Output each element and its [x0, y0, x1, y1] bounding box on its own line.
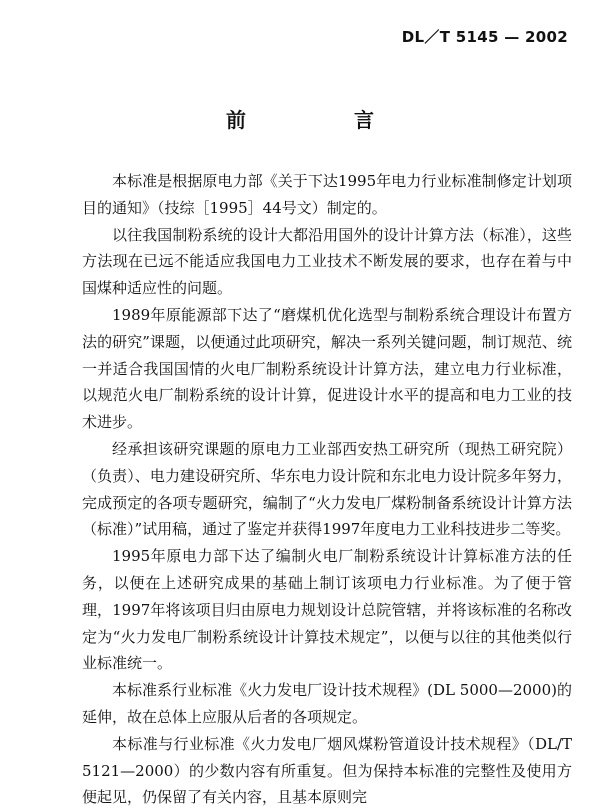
- paragraph-4: 经承担该研究课题的原电力工业部西安热工研究所（现热工研究院）（负责）、电力建设研究所、华东电力设计院和东北电力设计院多年努力，完成预定的各项专题研究，编制了“火力发电厂煤粉制备系统设计计算方法（标准）”试用稿，通过了鉴定并获得1997年度电力工业科技进步二等奖。: [82, 439, 572, 539]
- page-title: 前 言: [226, 108, 418, 132]
- paragraph-1: 本标准是根据原电力部《关于下达1995年电力行业标准制修定计划项目的通知》（技综［1995］44号文）制定的。: [82, 172, 572, 217]
- paragraph-7: 本标准与行业标准《火力发电厂烟风煤粉管道设计技术规程》（DL/T 5121—2000）的少数内容有所重复。但为保持本标准的完整性及使用方便起见，仍保留了有关内容，且基本原则完: [82, 734, 572, 807]
- paragraph-6: 本标准系行业标准《火力发电厂设计技术规程》(DL 5000—2000)的延伸，故在总体上应服从后者的各项规定。: [82, 681, 572, 726]
- paragraph-5: 1995年原电力部下达了编制火电厂制粉系统设计计算标准方法的任务，以便在上述研究成果的基础上制订该项电力行业标准。为了便于管理，1997年将该项目归由原电力规划设计总院管辖，并将该标准的名称改定为“火力发电厂制粉系统设计计算技术规定”，以便与以往的其他类似行业标准统一。: [82, 547, 572, 673]
- standard-code: DL／T 5145 — 2002: [401, 28, 568, 46]
- paragraph-2: 以往我国制粉系统的设计大都沿用国外的设计计算方法（标准），这些方法现在已远不能适应我国电力工业技术不断发展的要求，也存在着与中国煤种适应性的问题。: [82, 225, 572, 298]
- paragraph-3: 1989年原能源部下达了“磨煤机优化选型与制粉系统合理设计布置方法的研究”课题，以便通过此项研究，解决一系列关键问题，制订规范、统一并适合我国国情的火电厂制粉系统设计计算方法，建立电力行业标准，以规范火电厂制粉系统的设计计算，促进设计水平的提高和电力工业的技术进步。: [82, 305, 572, 432]
- document-body: [82, 168, 572, 811]
